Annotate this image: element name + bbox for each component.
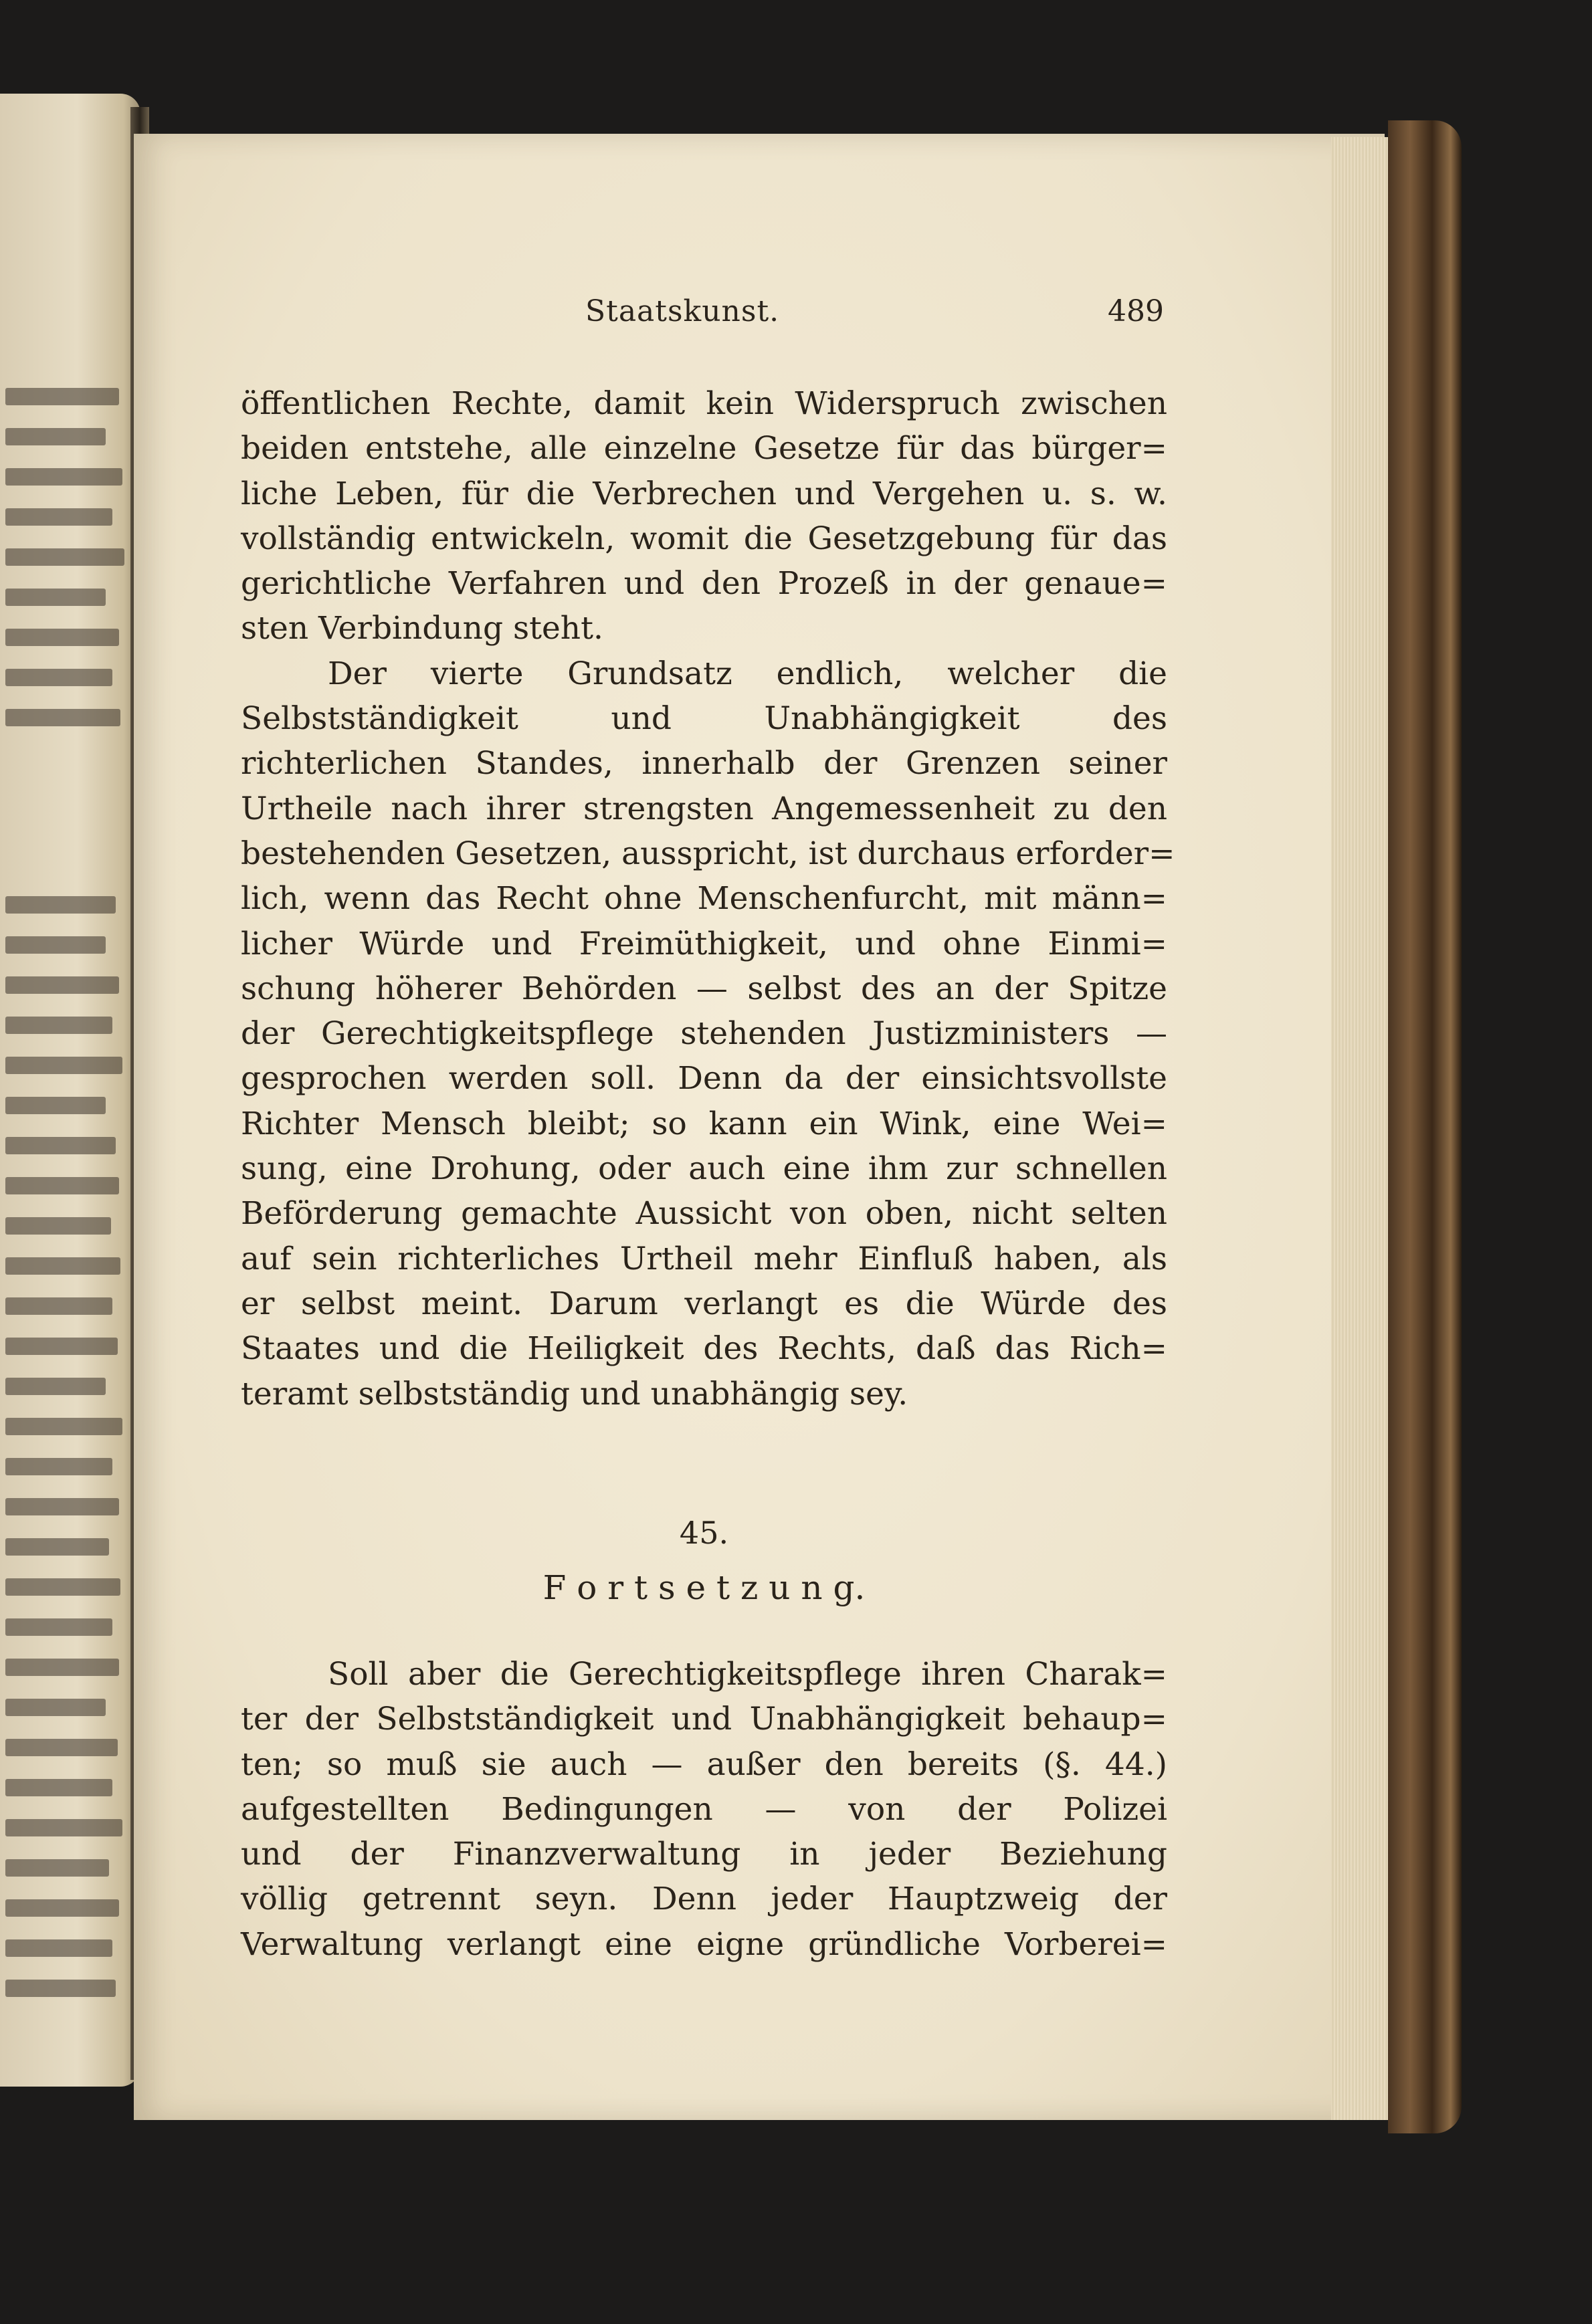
bleed-through-line [5,1578,120,1596]
bleed-through-line [5,1097,106,1114]
bleed-through-line [5,1699,106,1716]
bleed-through-line [5,1899,119,1917]
text-line: Verwaltung verlangt eine eigne gründliche Vorberei= [241,1925,1167,1963]
text-line: gesprochen werden soll. Denn da der einsichtsvollste [241,1060,1167,1097]
bleed-through-line [5,936,106,954]
text-line: vollständig entwickeln, womit die Gesetzgebung für das [241,520,1167,557]
bleed-through-line [5,589,106,606]
page-number: 489 [1108,294,1164,328]
text-line: teramt selbstständig und unabhängig sey. [241,1375,908,1412]
bleed-through-line [5,508,112,526]
body-text-lower [241,1652,1167,1967]
bleed-through-line [5,629,119,646]
left-page-edge [0,94,140,2087]
text-line: ten; so muß sie auch — außer den bereits (§. 44.) [241,1746,1167,1783]
bleed-through-line [5,1819,122,1836]
bleed-through-line [5,388,119,405]
bleed-through-line [5,1939,112,1957]
bleed-through-line [5,1980,116,1997]
text-line: sung, eine Drohung, oder auch eine ihm zur schnellen [241,1150,1167,1188]
text-line: Der vierte Grundsatz endlich, welcher die [328,655,1167,692]
bleed-through-line [5,896,116,914]
bleed-through-line [5,1538,109,1556]
text-line: Richter Mensch bleibt; so kann ein Wink, eine Wei= [241,1105,1167,1142]
body-text-upper [241,381,1175,1416]
bleed-through-line [5,548,124,566]
section-number: 45. [679,1515,729,1551]
page-edges [1331,137,1388,2120]
text-line: Beförderung gemachte Aussicht von oben, nicht selten [241,1195,1167,1233]
text-line: und der Finanzverwaltung in jeder Beziehung [241,1836,1167,1873]
text-line: licher Würde und Freimüthigkeit, und ohne Einmi= [241,925,1167,962]
text-line: der Gerechtigkeitspflege stehenden Justizministers — [241,1015,1167,1053]
bleed-through-line [5,1779,112,1796]
bleed-through-line [5,1177,119,1194]
bleed-through-line [5,1017,112,1034]
text-line: bestehenden Gesetzen, ausspricht, ist durchaus erforder= [241,835,1175,872]
bleed-through-line [5,1137,116,1154]
bleed-through-line [5,976,119,994]
text-line: Urtheile nach ihrer strengsten Angemessenheit zu den [241,790,1167,827]
text-line: richterlichen Standes, innerhalb der Grenzen seiner [241,745,1167,782]
bleed-through-line [5,1458,112,1475]
bleed-through-line [5,1618,112,1636]
text-line: schung höherer Behörden — selbst des an der Spitze [241,970,1167,1007]
bleed-through-line [5,1418,122,1435]
bleed-through-line [5,1057,122,1074]
text-line: sten Verbindung steht. [241,610,603,647]
text-line: ter der Selbstständigkeit und Unabhängigkeit behaup= [241,1701,1167,1738]
bleed-through-line [5,1297,112,1315]
section-heading: F o r t s e t z u n g. [542,1568,866,1607]
running-title: Staatskunst. [585,294,780,328]
text-line: lich, wenn das Recht ohne Menschenfurcht, mit männ= [241,880,1167,918]
bleed-through-line [5,1217,111,1235]
bleed-through-line [5,1659,119,1676]
text-line: er selbst meint. Darum verlangt es die Würde des [241,1285,1167,1322]
running-head [247,294,1164,341]
text-line: Staates und die Heiligkeit des Rechts, daß das Rich= [241,1330,1167,1368]
bleed-through-line [5,1739,118,1756]
text-line: auf sein richterliches Urtheil mehr Einfluß haben, als [241,1240,1167,1277]
text-line: aufgestellten Bedingungen — von der Polizei [241,1790,1167,1828]
text-line: gerichtliche Verfahren und den Prozeß in der genaue= [241,565,1167,603]
text-line: völlig getrennt seyn. Denn jeder Hauptzweig der [241,1881,1167,1918]
text-line: Selbstständigkeit und Unabhängigkeit des [241,700,1167,738]
text-line: Soll aber die Gerechtigkeitspflege ihren Charak= [328,1656,1167,1693]
text-line: öffentlichen Rechte, damit kein Widerspruch zwischen [241,385,1167,422]
marbled-cover-edge [1388,120,1462,2133]
text-line: liche Leben, für die Verbrechen und Vergehen u. s. w. [241,475,1167,512]
bleed-through-line [5,428,106,445]
text-line: beiden entstehe, alle einzelne Gesetze für das bürger= [241,430,1167,467]
bleed-through-line [5,468,122,486]
bleed-through-line [5,1338,118,1355]
bleed-through-line [5,1378,106,1395]
bleed-through-line [5,669,112,686]
bleed-through-line [5,1498,119,1515]
bleed-through-line [5,1257,120,1275]
bleed-through-line [5,1859,109,1877]
bleed-through-line [5,709,120,726]
